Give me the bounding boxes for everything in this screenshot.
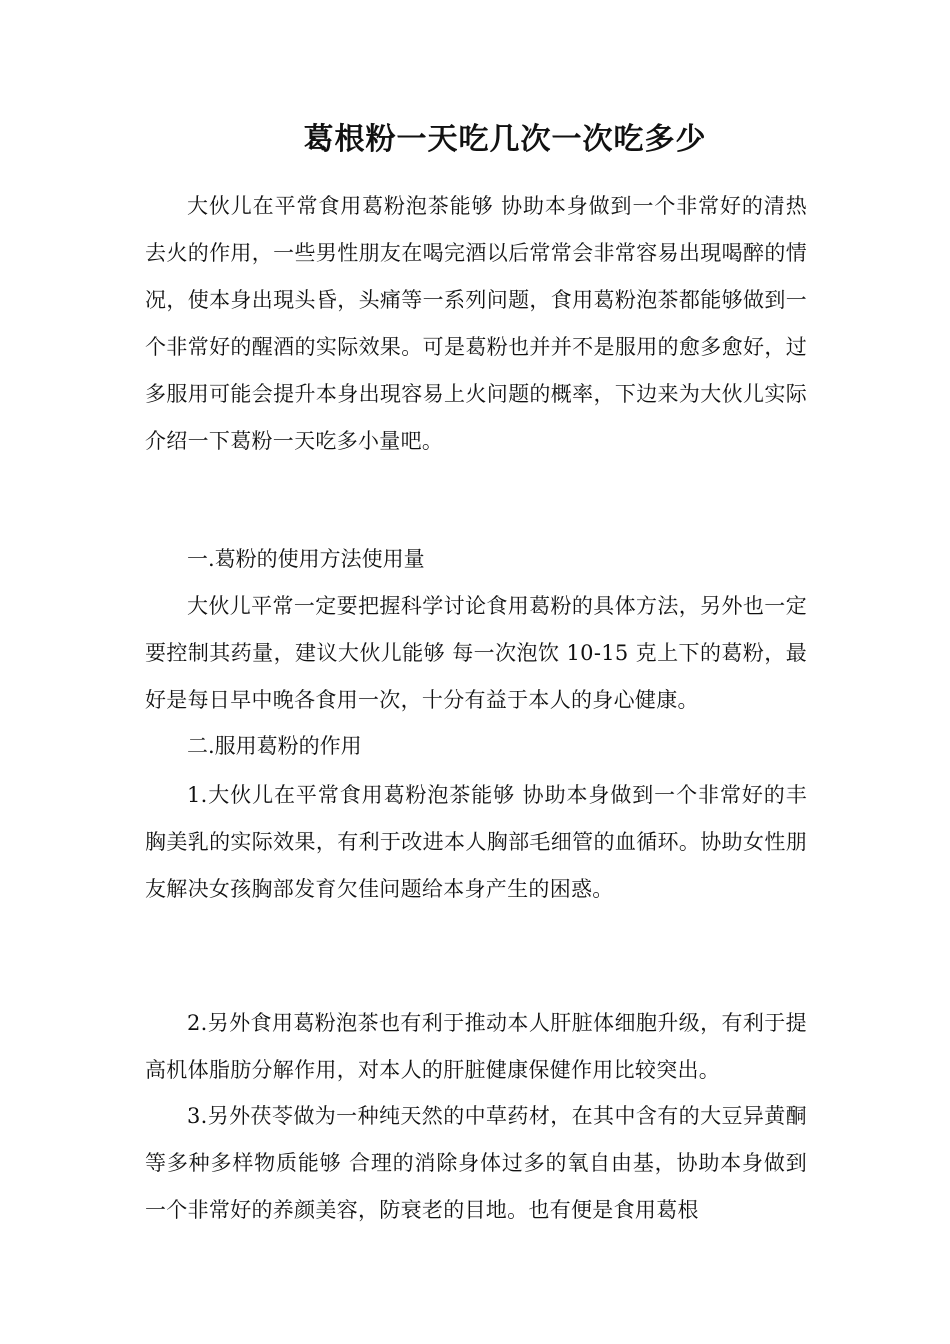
section2-heading: 二.服用葛粉的作用 — [187, 734, 362, 758]
section1-paragraph: 大伙儿平常一定要把握科学讨论食用葛粉的具体方法，另外也一定要控制其药量，建议大伙儿能够 每一次泡饮 10-15 克上下的葛粉，最好是每日早中晚各食用一次，十分有益于本人的身心健康。 — [145, 594, 807, 712]
intro-paragraph: 大伙儿在平常食用葛粉泡茶能够 协助本身做到一个非常好的清热去火的作用，一些男性朋友在喝完酒以后常常会非常容易出現喝醉的情况，使本身出現头昏，头痛等一系列问题，食用葛粉泡茶都能够做到一个非常好的醒酒的实际效果。可是葛粉也并并不是服用的愈多愈好，过多服用可能会提升本身出現容易上火问题的概率，下边来为大伙儿实际介绍一下葛粉一天吃多小量吧。 — [145, 194, 807, 453]
list-item-1: 1.大伙儿在平常食用葛粉泡茶能够 协助本身做到一个非常好的丰胸美乳的实际效果，有利于改进本人胸部毛细管的血循环。协助女性朋友解决女孩胸部发育欠佳问题给本身产生的困惑。 — [145, 783, 807, 901]
section1-heading: 一.葛粉的使用方法使用量 — [187, 547, 425, 571]
list-item-2: 2.另外食用葛粉泡茶也有利于推动本人肝脏体细胞升级，有利于提高机体脂肪分解作用，对本人的肝脏健康保健作用比较突出。 — [145, 1011, 807, 1082]
document-title: 葛根粉一天吃几次一次吃多少 — [303, 122, 707, 157]
list-item-3: 3.另外茯苓做为一种纯天然的中草药材，在其中含有的大豆异黄酮等多种多样物质能够 合理的消除身体过多的氧自由基，协助本身做到一个非常好的养颜美容，防衰老的目地。也有便是食用葛根 — [145, 1104, 807, 1222]
